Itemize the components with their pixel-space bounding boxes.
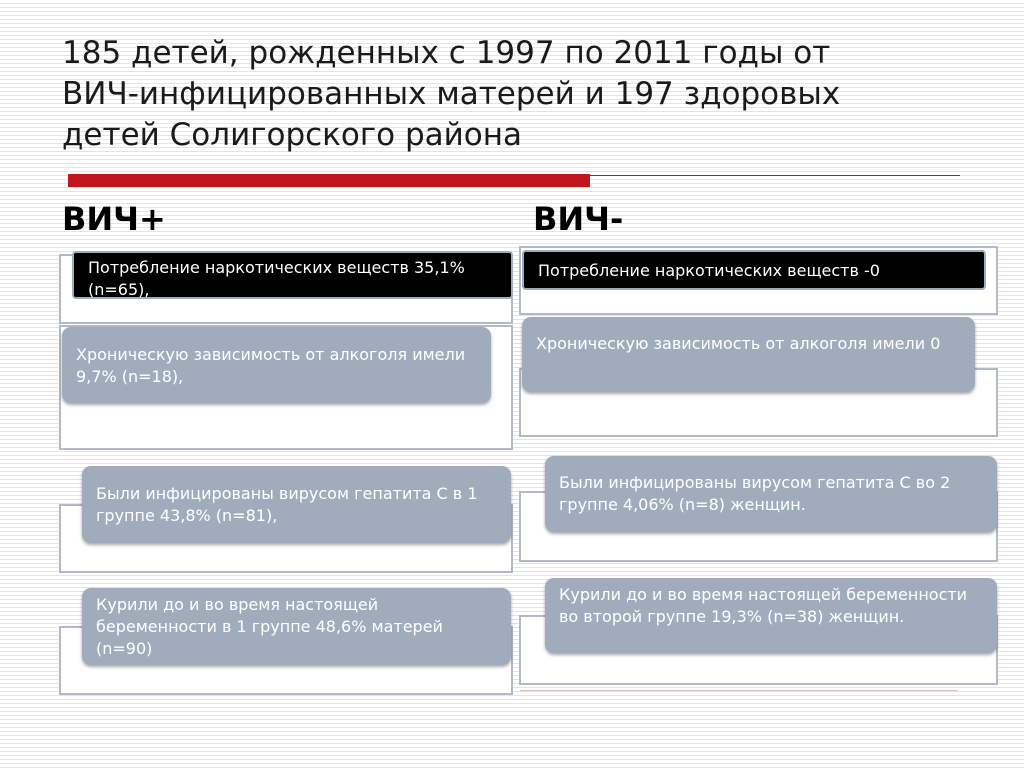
hiv-positive-drug-use	[72, 251, 513, 299]
accent-bar	[68, 174, 590, 187]
hiv-negative-drug-use	[522, 250, 986, 290]
item-text: Хроническую зависимость от алкоголя имели 9,7% (n=18),	[76, 345, 466, 386]
bottom-divider	[520, 690, 958, 691]
hiv-negative-smoking	[545, 578, 997, 653]
slide-title	[62, 33, 962, 156]
item-text: Потребление наркотических веществ -0	[538, 261, 880, 280]
item-text: Курили до и во время настоящей беременности в 1 группе 48,6% матерей (n=90)	[96, 595, 443, 658]
item-text: Курили до и во время настоящей беременности во второй группе 19,3% (n=38) женщин.	[559, 585, 968, 626]
title-line: ВИЧ-инфицированных матерей и 197 здоровых	[62, 76, 841, 112]
hiv-positive-hepatitis	[82, 466, 511, 543]
item-text: Хроническую зависимость от алкоголя имели 0	[536, 334, 941, 353]
hiv-negative-alcohol	[522, 317, 975, 392]
item-text: Потребление наркотических веществ 35,1% (n=65),	[88, 258, 465, 299]
hiv-positive-alcohol	[62, 327, 491, 403]
accent-line	[590, 175, 960, 176]
item-text: Были инфицированы вирусом гепатита С в 1 группе 43,8% (n=81),	[96, 484, 478, 525]
title-line: детей Солигорского района	[62, 117, 523, 153]
hiv-negative-hepatitis	[545, 456, 997, 532]
title-line: 185 детей, рожденных с 1997 по 2011 годы от	[62, 35, 831, 71]
item-text: Были инфицированы вирусом гепатита С во 2 группе 4,06% (n=8) женщин.	[559, 473, 951, 514]
heading-hiv-negative: ВИЧ-	[533, 200, 624, 238]
hiv-positive-smoking	[82, 588, 511, 665]
heading-hiv-positive: ВИЧ+	[62, 200, 166, 238]
